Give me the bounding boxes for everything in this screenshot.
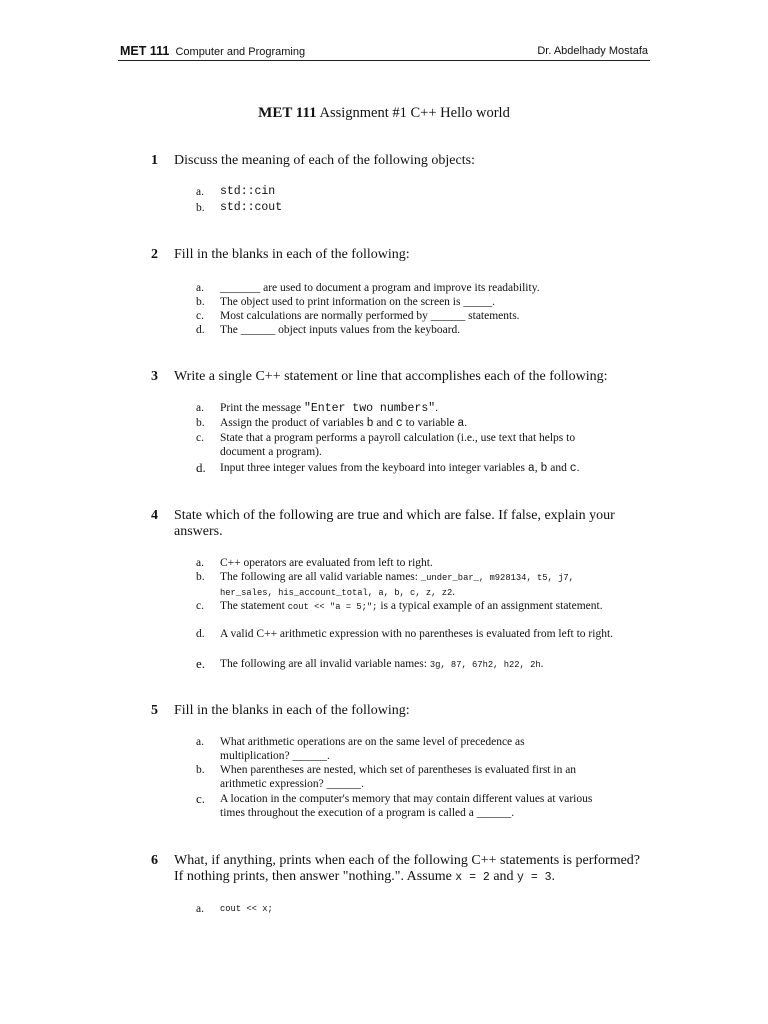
title-text: Assignment #1 C++ Hello world <box>319 105 510 121</box>
item-text-end: is a typical example of an assignment statement. <box>377 600 603 612</box>
header-course-code: MET 111 <box>120 44 170 58</box>
title-course-code: MET 111 <box>258 105 317 121</box>
header-instructor: Dr. Abdelhady Mostafa <box>537 45 648 57</box>
item-code: std::cout <box>220 201 283 214</box>
item-code: "Enter two numbers" <box>304 402 436 415</box>
question-4-item-e <box>196 657 636 672</box>
question-6-number: 6 <box>151 853 158 868</box>
item-code: cout << x; <box>220 904 273 914</box>
item-code: cout << "a = 5;"; <box>287 602 378 612</box>
question-4-item-b <box>196 570 636 600</box>
question-2-number: 2 <box>151 247 158 262</box>
question-2-text: Fill in the blanks in each of the following: <box>174 247 410 262</box>
item-label: a. <box>196 186 204 198</box>
question-6-text-end: . <box>551 869 556 884</box>
question-3-item-a <box>196 401 636 416</box>
item-code-b: b <box>540 462 548 475</box>
item-text: A location in the computer's memory that may contain different values at various times throughout the execution of a program is called a ______. <box>220 793 593 819</box>
question-6-text <box>174 853 644 886</box>
item-label: d. <box>196 460 206 475</box>
item-label: a. <box>196 402 204 414</box>
question-5-item-b <box>196 763 636 791</box>
item-text: The following are all invalid variable names: <box>220 658 430 670</box>
item-label: b. <box>196 296 205 308</box>
item-text: Input three integer values from the keyboard into integer variables <box>220 462 528 474</box>
header-course <box>120 43 305 60</box>
item-code-b: b <box>366 417 374 430</box>
question-3-item-c <box>196 431 636 459</box>
question-6-code-y: y = 3 <box>517 871 552 884</box>
item-label: b. <box>196 764 205 776</box>
question-4-item-d <box>196 627 636 641</box>
item-label: c. <box>196 791 206 806</box>
question-4-text: State which of the following are true and which are false. If false, explain your answers. <box>174 508 615 539</box>
assignment-title <box>0 104 768 122</box>
question-3-item-d <box>196 461 636 476</box>
item-text-end: . <box>576 462 580 474</box>
item-code: _under_bar_, m928134, t5, j7, her_sales, his_account_total, a, b, c, z, z2 <box>220 573 574 598</box>
question-5-item-c <box>196 792 636 820</box>
question-4-item-a <box>196 556 636 570</box>
item-text-end: . <box>435 402 438 414</box>
question-3-item-b <box>196 416 636 431</box>
item-label: a. <box>196 282 204 294</box>
item-text: The statement <box>220 600 288 612</box>
item-text: Most calculations are normally performed by ______ statements. <box>220 310 520 322</box>
item-label: c. <box>196 432 204 444</box>
question-1-item-b <box>196 201 636 215</box>
question-6-text-and: and <box>489 869 518 884</box>
item-text: C++ operators are evaluated from left to right. <box>220 557 433 569</box>
question-2-item-c <box>196 309 636 323</box>
item-code-c: c <box>569 462 577 475</box>
question-6-item-a <box>196 902 636 916</box>
question-3-number: 3 <box>151 369 158 384</box>
item-code-a: a <box>527 462 535 475</box>
question-2-item-b <box>196 295 636 309</box>
item-label: a. <box>196 557 204 569</box>
item-text: State that a program performs a payroll calculation (i.e., use text that helps to document a program). <box>220 432 576 458</box>
item-label: e. <box>196 656 206 671</box>
item-label: d. <box>196 324 205 336</box>
item-code-c: c <box>395 417 403 430</box>
question-1-number: 1 <box>151 153 158 168</box>
item-label: d. <box>196 628 205 640</box>
item-text-and: and <box>373 417 396 429</box>
item-text: A valid C++ arithmetic expression with no parentheses is evaluated from left to right. <box>220 628 614 640</box>
item-label: a. <box>196 736 204 748</box>
item-text: What arithmetic operations are on the same level of precedence as multiplication? ______. <box>220 736 525 762</box>
question-6-text-main: What, if anything, prints when each of the following C++ statements is performed? If nothing prints, then answer "nothing.". Assume <box>174 853 641 884</box>
item-text: Assign the product of variables <box>220 417 367 429</box>
item-text-to: to variable <box>402 417 458 429</box>
question-5-item-a <box>196 735 636 763</box>
item-text-end: . <box>540 658 544 670</box>
item-code: std::cin <box>220 185 276 198</box>
question-1-text: Discuss the meaning of each of the following objects: <box>174 153 475 168</box>
question-5-number: 5 <box>151 703 158 718</box>
item-text: When parentheses are nested, which set of parentheses is evaluated first in an arithmetic expression? ______. <box>220 764 577 790</box>
question-2-item-d <box>196 323 636 337</box>
item-text-end: . <box>464 417 468 429</box>
question-3-text: Write a single C++ statement or line that accomplishes each of the following: <box>174 369 608 384</box>
item-label: b. <box>196 417 205 429</box>
page-header <box>118 43 650 61</box>
question-5-text: Fill in the blanks in each of the following: <box>174 703 410 718</box>
item-code-a: a <box>457 417 465 430</box>
item-label: b. <box>196 571 205 583</box>
question-4-number: 4 <box>151 508 158 523</box>
item-label: b. <box>196 202 205 214</box>
question-4-item-c <box>196 599 636 614</box>
item-text: _______ are used to document a program and improve its readability. <box>220 282 540 294</box>
item-text: The ______ object inputs values from the keyboard. <box>220 324 461 336</box>
item-code: 3g, 87, 67h2, h22, 2h <box>429 660 541 670</box>
item-sep: , <box>534 462 541 474</box>
header-course-name: Computer and Programing <box>175 46 306 58</box>
item-text: Print the message <box>220 402 304 414</box>
item-text-end: . <box>452 586 456 598</box>
item-label: c. <box>196 600 204 612</box>
item-text-and: and <box>547 462 570 474</box>
item-label: a. <box>196 903 204 915</box>
item-text: The following are all valid variable names: <box>220 571 421 583</box>
item-label: c. <box>196 310 204 322</box>
question-6-code-x: x = 2 <box>455 871 490 884</box>
question-2-item-a <box>196 281 636 295</box>
item-text: The object used to print information on the screen is _____. <box>220 296 495 308</box>
question-1-item-a <box>196 185 636 199</box>
